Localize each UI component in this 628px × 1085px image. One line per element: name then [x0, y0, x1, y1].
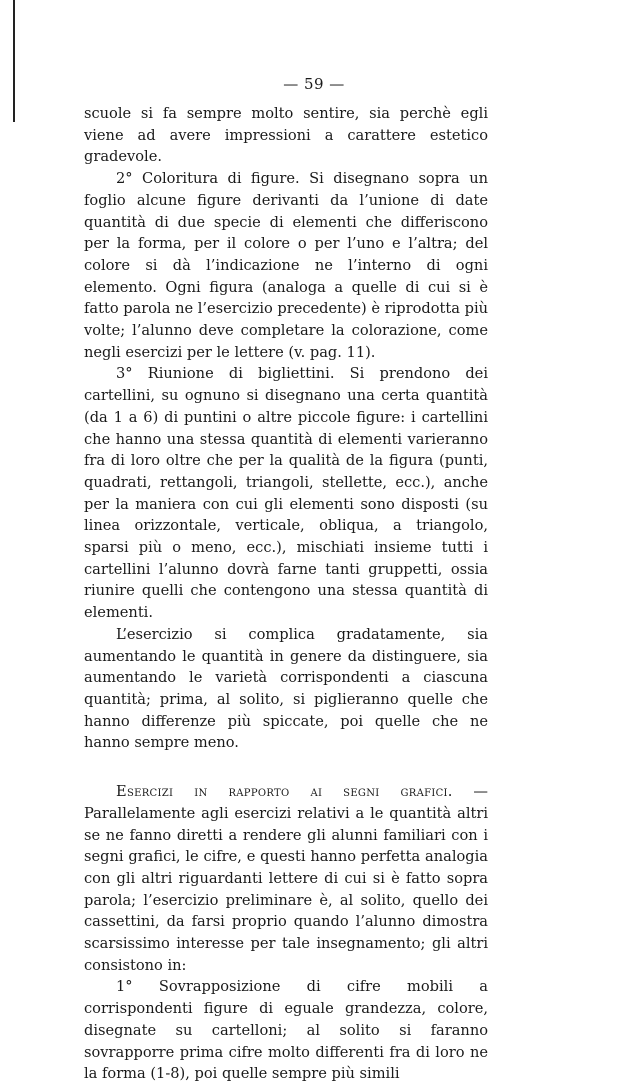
paragraph-continuation: scuole si fa sempre molto sentire, sia perchè egli viene ad avere impressioni a carattere estetico gradevole.	[84, 105, 488, 166]
section-paragraph	[84, 781, 488, 976]
paragraph-coloritura: 2° Coloritura di figure. Si disegnano sopra un foglio alcune figure derivanti da l’unione di date quantità di due specie di elementi che differiscono per la forma, per il colore o per l’uno e l’altra; del colore si dà l’indicazione ne l’interno di ogni elemento. Ogni figura (analoga a quelle di cui si è fatto parola ne l’esercizio precedente) è riprodotta più volte; l’alunno deve completare la colorazione, come negli esercizi per le lettere (v. pag. 11).	[84, 170, 489, 361]
section-heading: Esercizi in rapporto ai segni grafici.	[116, 783, 453, 801]
section-text: — Parallelamente agli esercizi relativi a le quantità altri se ne fanno diretti a rendere gli alunni familiari con i segni grafici, le cifre, e questi hanno perfetta analogia con gli altri riguardanti lettere di cui si è fatto sopra parola; l’esercizio preliminare è, al solito, quello dei cassettini, da farsi proprio quando l’alunno dimostra scarsissimo interesse per tale insegnamento; gli altri consistono in:	[84, 783, 489, 974]
page-number: — 59 —	[283, 75, 345, 93]
section-gap	[84, 754, 488, 781]
paragraph-riunione: 3° Riunione di bigliettini. Si prendono dei cartellini, su ognuno si disegnano una certa quantità (da 1 a 6) di puntini o altre piccole figure: i cartellini che hanno una stessa quantità di elementi varieranno fra di loro oltre che per la qualità de la figura (punti, quadrati, rettangoli, triangoli, stellette, ecc.), anche per la maniera con cui gli elementi sono disposti (su linea orizzontale, verticale, obliqua, a triangolo, sparsi più o meno, ecc.), mischiati insieme tutti i cartellini l’alunno dovrà farne tanti gruppetti, ossia riunire quelli che contengono una stessa quantità di elementi.	[84, 365, 488, 622]
page-edge-line	[13, 0, 15, 122]
paragraph-sovrapposizione: 1° Sovrapposizione di cifre mobili a corrispondenti figure di eguale grandezza, colore, disegnate su cartelloni; al solito si faranno sovrapporre prima cifre molto differenti fra di loro ne la forma (1-8), poi quelle sempre più simili	[84, 978, 488, 1083]
page-body	[84, 103, 488, 1085]
paragraph-esercizio: L’esercizio si complica gradatamente, sia aumentando le quantità in genere da distinguere, sia aumentando le varietà corrispondenti a ciascuna quantità; prima, al solito, si piglieranno quelle che hanno differenze più spiccate, poi quelle che ne hanno sempre meno.	[84, 625, 488, 752]
